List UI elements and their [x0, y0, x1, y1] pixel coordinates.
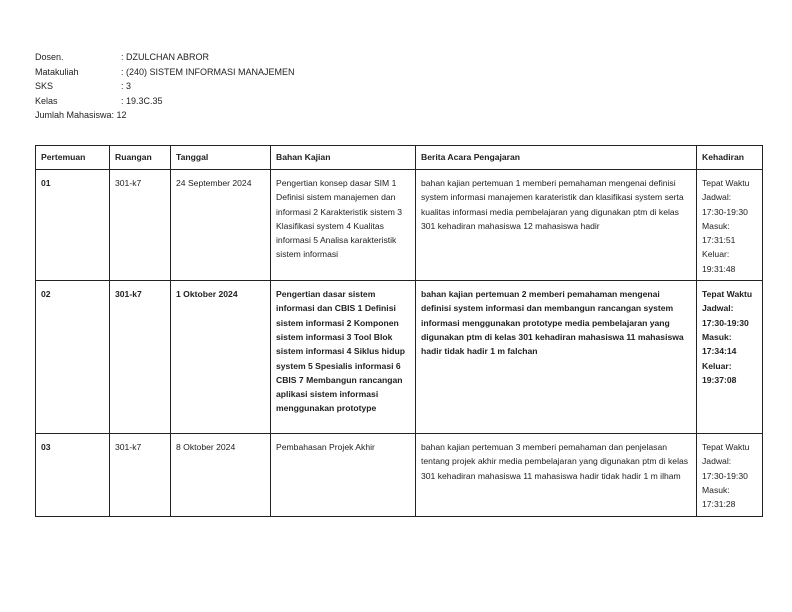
info-row-dosen	[35, 50, 295, 65]
matakuliah-value: : (240) SISTEM INFORMASI MANAJEMEN	[121, 66, 295, 77]
kelas-value: : 19.3C.35	[121, 95, 163, 106]
pertemuan-cell: 01	[36, 170, 110, 281]
matakuliah-label: Matakuliah	[35, 66, 79, 77]
jadwal-label: Jadwal:	[702, 456, 732, 467]
tanggal-cell: 1 Oktober 2024	[171, 281, 271, 434]
header-pertemuan: Pertemuan	[36, 146, 110, 170]
bahan-kajian-cell: Pengertian konsep dasar SIM 1 Definisi sistem manajemen dan informasi 2 Karakteristik sistem 3 Klasifikasi system 4 Kualitas informasi 5 Analisa karakteristik sistem informasi	[271, 170, 416, 281]
kehadiran-status: Tepat Waktu	[702, 442, 750, 453]
attendance-table	[35, 145, 763, 517]
berita-acara-cell: bahan kajian pertemuan 1 memberi pemahaman mengenai definisi system informasi manajemen karateristik dan klasifikasi system serta kualitas informasi media pembelajaran yang digunakan ptm di kelas 301 kehadiran mahasiswa 12 mahasiswa hadir	[416, 170, 697, 281]
info-row-jumlah-mahasiswa	[35, 108, 295, 123]
ruangan-cell: 301-k7	[110, 434, 171, 516]
pertemuan-cell: 02	[36, 281, 110, 434]
keluar-value: 19:31:48	[702, 263, 736, 274]
info-row-kelas	[35, 94, 295, 109]
bahan-kajian-cell: Pengertian dasar sistem informasi dan CBIS 1 Definisi sistem informasi 2 Komponen sistem informasi 3 Tool Blok sistem informasi 4 Siklus hidup system 5 Spesialis informasi 6 CBIS 7 Membangun rancangan aplikasi sistem informasi menggunakan prototype	[271, 281, 416, 434]
masuk-value: 17:34:14	[702, 346, 737, 357]
header-kehadiran: Kehadiran	[697, 146, 763, 170]
jumlah-mahasiswa-value: : 12	[111, 110, 127, 121]
masuk-label: Masuk:	[702, 220, 730, 231]
keluar-value: 19:37:08	[702, 374, 737, 385]
masuk-value: 17:31:51	[702, 235, 736, 246]
masuk-label: Masuk:	[702, 331, 732, 342]
jadwal-value: 17:30-19:30	[702, 206, 748, 217]
keluar-label: Keluar:	[702, 249, 730, 260]
sks-value: : 3	[121, 81, 132, 92]
header-berita-acara: Berita Acara Pengajaran	[416, 146, 697, 170]
berita-acara-cell: bahan kajian pertemuan 3 memberi pemahaman dan penjelasan tentang projek akhir media pembelajaran yang digunakan ptm di kelas 301 kehadiran mahasiswa 11 mahasiswa hadir tidak hadir 1 m ilham	[416, 434, 697, 516]
berita-acara-cell	[416, 281, 697, 434]
table-row	[36, 281, 763, 434]
dosen-label: Dosen.	[35, 52, 64, 62]
info-row-matakuliah	[35, 65, 295, 80]
tanggal-cell: 24 September 2024	[171, 170, 271, 281]
kehadiran-cell	[697, 281, 763, 434]
jadwal-label: Jadwal:	[702, 192, 732, 203]
course-info	[35, 50, 295, 123]
table-row	[36, 170, 763, 281]
sks-label: SKS	[35, 81, 54, 92]
keluar-label: Keluar:	[702, 360, 732, 371]
header-ruangan: Ruangan	[110, 146, 171, 170]
pertemuan-cell: 03	[36, 434, 110, 516]
jumlah-mahasiswa-label: Jumlah Mahasiswa	[35, 110, 112, 121]
dosen-value: : DZULCHAN ABROR	[121, 52, 210, 62]
jadwal-label: Jadwal:	[702, 303, 734, 314]
kehadiran-cell	[697, 170, 763, 281]
header-tanggal: Tanggal	[171, 146, 271, 170]
masuk-value: 17:31:28	[702, 499, 736, 510]
kehadiran-status: Tepat Waktu	[702, 178, 750, 188]
jadwal-value: 17:30-19:30	[702, 317, 749, 328]
berita-acara-text: bahan kajian pertemuan 2 memberi pemahaman mengenai definisi system informasi dan membangun rancangan system informasi menggunakan prototype media pembelajaran yang digunakan ptm di kelas 301 kehadiran mahasiswa 11 mahasiswa hadir tidak hadir 1 m falchan	[421, 289, 684, 357]
table-header-row	[36, 146, 763, 170]
kehadiran-cell	[697, 434, 763, 516]
table-row	[36, 434, 763, 516]
masuk-label: Masuk:	[702, 484, 730, 495]
kehadiran-status: Tepat Waktu	[702, 289, 753, 300]
tanggal-cell: 8 Oktober 2024	[171, 434, 271, 516]
bahan-kajian-cell: Pembahasan Projek Akhir	[271, 434, 416, 516]
ruangan-cell: 301-k7	[110, 170, 171, 281]
ruangan-cell: 301-k7	[110, 281, 171, 434]
kelas-label: Kelas	[35, 95, 58, 106]
header-bahan-kajian: Bahan Kajian	[271, 146, 416, 170]
info-row-sks	[35, 79, 295, 94]
jadwal-value: 17:30-19:30	[702, 470, 748, 481]
